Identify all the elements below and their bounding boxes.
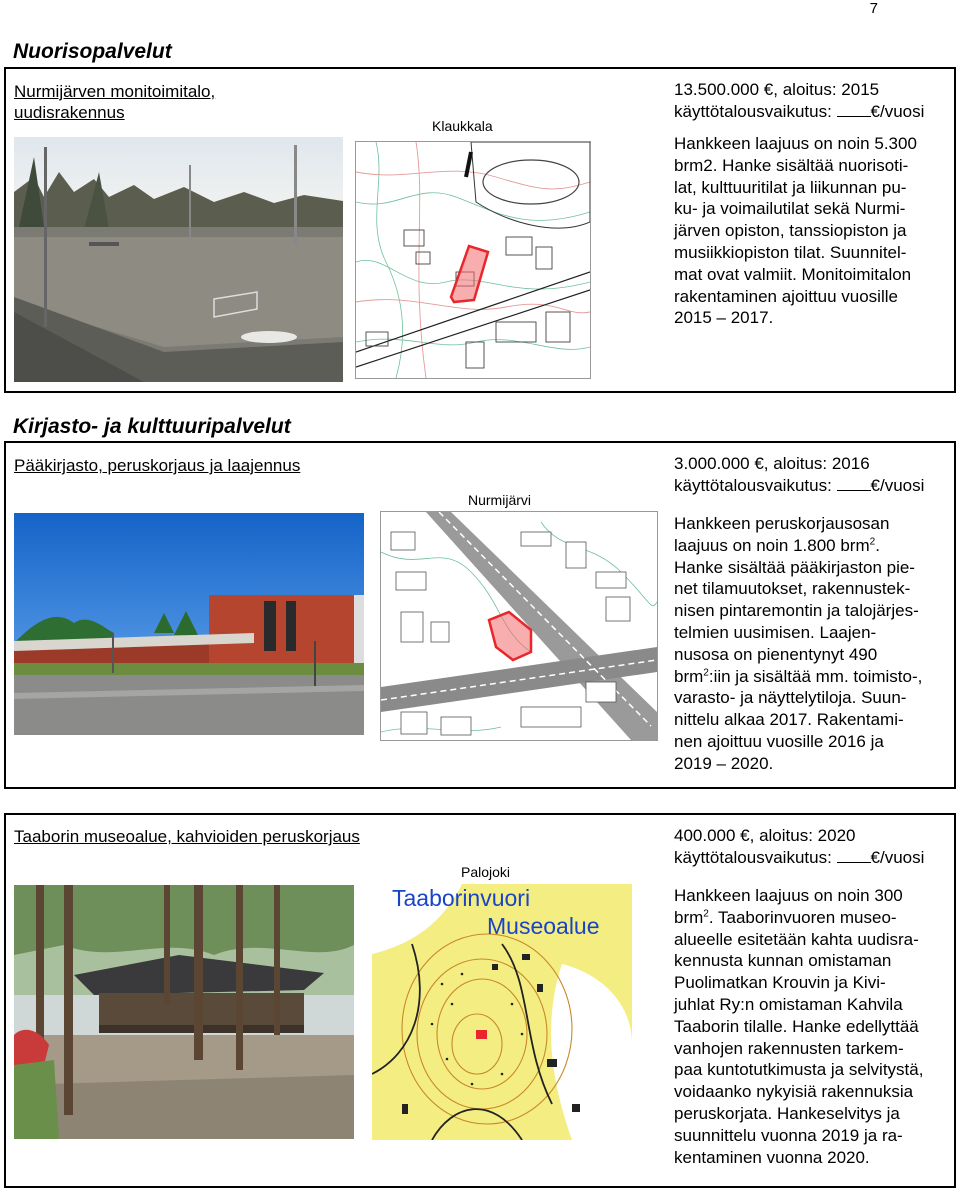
page-number: 7	[869, 0, 878, 17]
map-text-museoalue: Museoalue	[487, 913, 600, 939]
project-cost: 400.000 €, aloitus: 2020 käyttötalousvaikutus: €/vuosi	[674, 826, 925, 867]
site-map	[372, 884, 632, 1140]
site-highlight	[476, 1030, 487, 1039]
impact-blank	[837, 475, 871, 491]
map-label: Nurmijärvi	[468, 492, 531, 508]
project-box-paakirjasto	[4, 441, 956, 789]
project-box-monitoimitalo	[4, 67, 956, 393]
project-description: Hankkeen laajuus on noin 300 brm$^2$. Taaborinvuoren museo- alueelle esitetään kahta uudisra- kennusta kunnan omistaman Puolimatkan Krouvin ja Kivi- juhlat Ry:n omistaman Kahvila Taaborin tilalle. Hanke edellyttää vanhojen rakennusten tarkem- paa kuntotutkimusta ja selvitystä, voidaanko nykyisiä rakennuksia peruskorjata. Hankeselvitys ja suunnittelu vuonna 2019 ja ra- kentaminen vuonna 2020.	[674, 886, 924, 1167]
project-description: Hankkeen peruskorjausosan laajuus on noin 1.800 brm$^2$. Hanke sisältää pääkirjaston pie- net tilamuutokset, rakennustek- nisen pintaremontin ja talojärjes- telmien uusimisen. Laajen- nusosa on pienentynyt 490 brm$^2$:iin ja sisältää mm. toimisto-, varasto- ja näyttelytiloja. Suun- nittelu alkaa 2017. Rakentami- nen ajoittuu vuosille 2016 ja 2019 – 2020.	[674, 514, 923, 773]
site-photo	[14, 513, 364, 735]
project-box-taaborin	[4, 813, 956, 1188]
section-title-nuorisopalvelut: Nuorisopalvelut	[13, 40, 172, 63]
map-label: Palojoki	[461, 864, 511, 880]
project-title: Taaborin museoalue, kahvioiden peruskorjaus	[14, 827, 360, 846]
map-label: Klaukkala	[432, 118, 493, 134]
section-title-kirjasto: Kirjasto- ja kulttuuripalvelut	[13, 415, 291, 438]
map-text-taaborinvuori: Taaborinvuori	[392, 885, 531, 911]
impact-blank	[837, 847, 871, 863]
project-cost: 3.000.000 €, aloitus: 2016 käyttötalousvaikutus: €/vuosi	[674, 454, 925, 495]
site-map	[380, 511, 658, 741]
project-cost: 13.500.000 €, aloitus: 2015 käyttötalousvaikutus: €/vuosi	[674, 80, 925, 121]
site-photo	[14, 885, 354, 1139]
site-photo	[14, 137, 343, 382]
impact-blank	[837, 101, 871, 117]
project-title: Pääkirjasto, peruskorjaus ja laajennus	[14, 456, 301, 475]
project-description: Hankkeen laajuus on noin 5.300 brm2. Hanke sisältää nuorisoti- lat, kulttuuritilat ja liikunnan pu- ku- ja voimailutilat sekä Nurmi- järven opiston, tanssiopiston ja musiikkiopiston tilat. Suunnitel- mat ovat valmiit. Monitoimitalon rakentaminen ajoittuu vuosille 2015 – 2017.	[674, 134, 917, 328]
project-title: Nurmijärven monitoimitalo, uudisrakennus	[14, 82, 216, 122]
site-map	[355, 141, 591, 379]
